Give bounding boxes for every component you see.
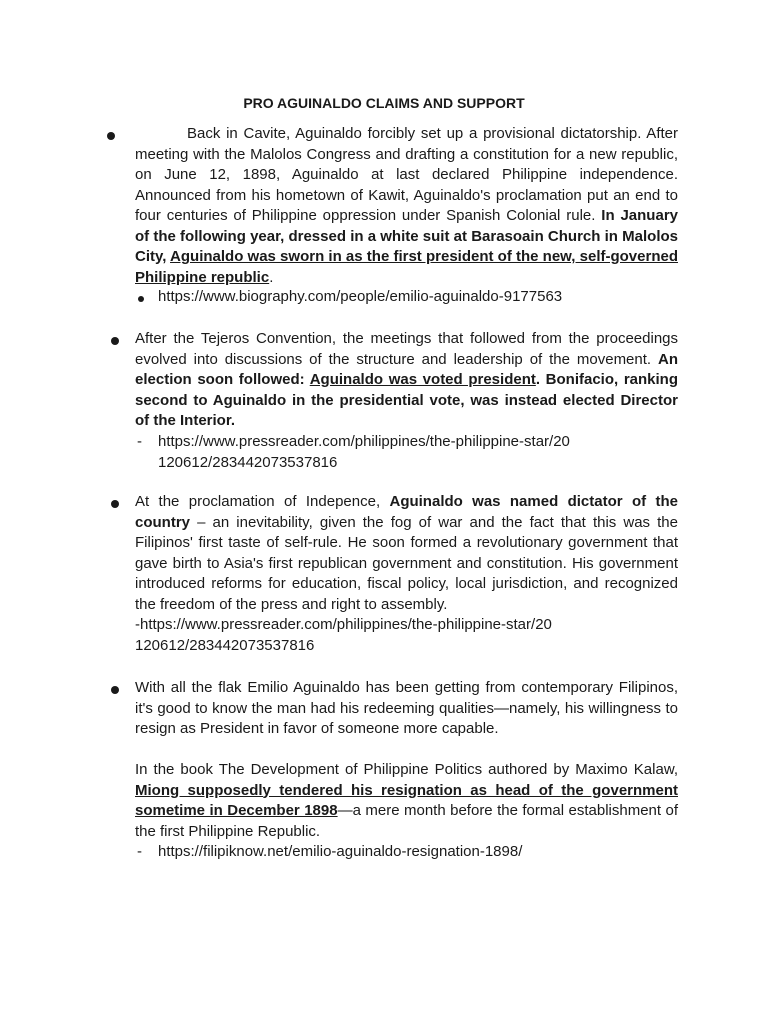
page-title: PRO AGUINALDO CLAIMS AND SUPPORT [243,95,525,111]
section-3-source: -https://www.pressreader.com/philippines/the-philippine-star/20120612/283442073537816 [135,616,552,654]
bullet-icon [111,686,119,694]
dash-marker: - [137,843,142,860]
sub-bullet-icon [138,296,144,302]
section-1-source: https://www.biography.com/people/emilio-aguinaldo-9177563 [158,288,563,305]
section-2-paragraph: After the Tejeros Convention, the meetings that followed from the proceedings evolved into discussions of the structure and leadership of the movement. An election soon followed: Aguinaldo was voted president. Bonifacio, ranking second to Aguinaldo in the presidential vote, was instead elected Director of the Interior. [135,330,678,429]
section-4-source: https://filipiknow.net/emilio-aguinaldo-resignation-1898/ [158,843,523,860]
section-3-paragraph: At the proclamation of Indepence, Aguinaldo was named dictator of the country – an inevitability, given the fog of war and the fact that this was the Filipinos' first taste of self-rule. He soon formed a revolutionary government that gave birth to Asia's first republican government and constitution. His government introduced reforms for education, fiscal policy, local jurisdiction, and recognized the freedom of the press and right to assembly. -https://www.pressreader.com/philippines/the-philippine-star/20120612/283442073537816 [135,492,678,656]
dash-marker: - [137,433,142,450]
bullet-icon [111,500,119,508]
bullet-icon [107,132,115,140]
section-4-paragraph: With all the flak Emilio Aguinaldo has been getting from contemporary Filipinos, it's good to know the man had his redeeming qualities—namely, his willingness to resign as President in favor of someone more capable. In the book The Development of Philippine Politics authored by Maximo Kalaw, Miong supposedly tendered his resignation as head of the government sometime in December 1898—a mere month before the formal establishment of the first Philippine Republic. [135,679,678,840]
section-1-paragraph: Back in Cavite, Aguinaldo forcibly set up a provisional dictatorship. After meeting with the Malolos Congress and drafting a constitution for a new republic, on June 12, 1898, Aguinaldo at last declared Philippine independence. Announced from his hometown of Kawit, Aguinaldo's proclamation put an end to four centuries of Philippine oppression under Spanish Colonial rule. In January of the following year, dressed in a white suit at Barasoain Church in Malolos City, Aguinaldo was sworn in as the first president of the new, self-governed Philippine republic. [135,125,678,286]
section-2-source: https://www.pressreader.com/philippines/the-philippine-star/20120612/283442073537816 [158,433,570,471]
bullet-icon [111,337,119,345]
